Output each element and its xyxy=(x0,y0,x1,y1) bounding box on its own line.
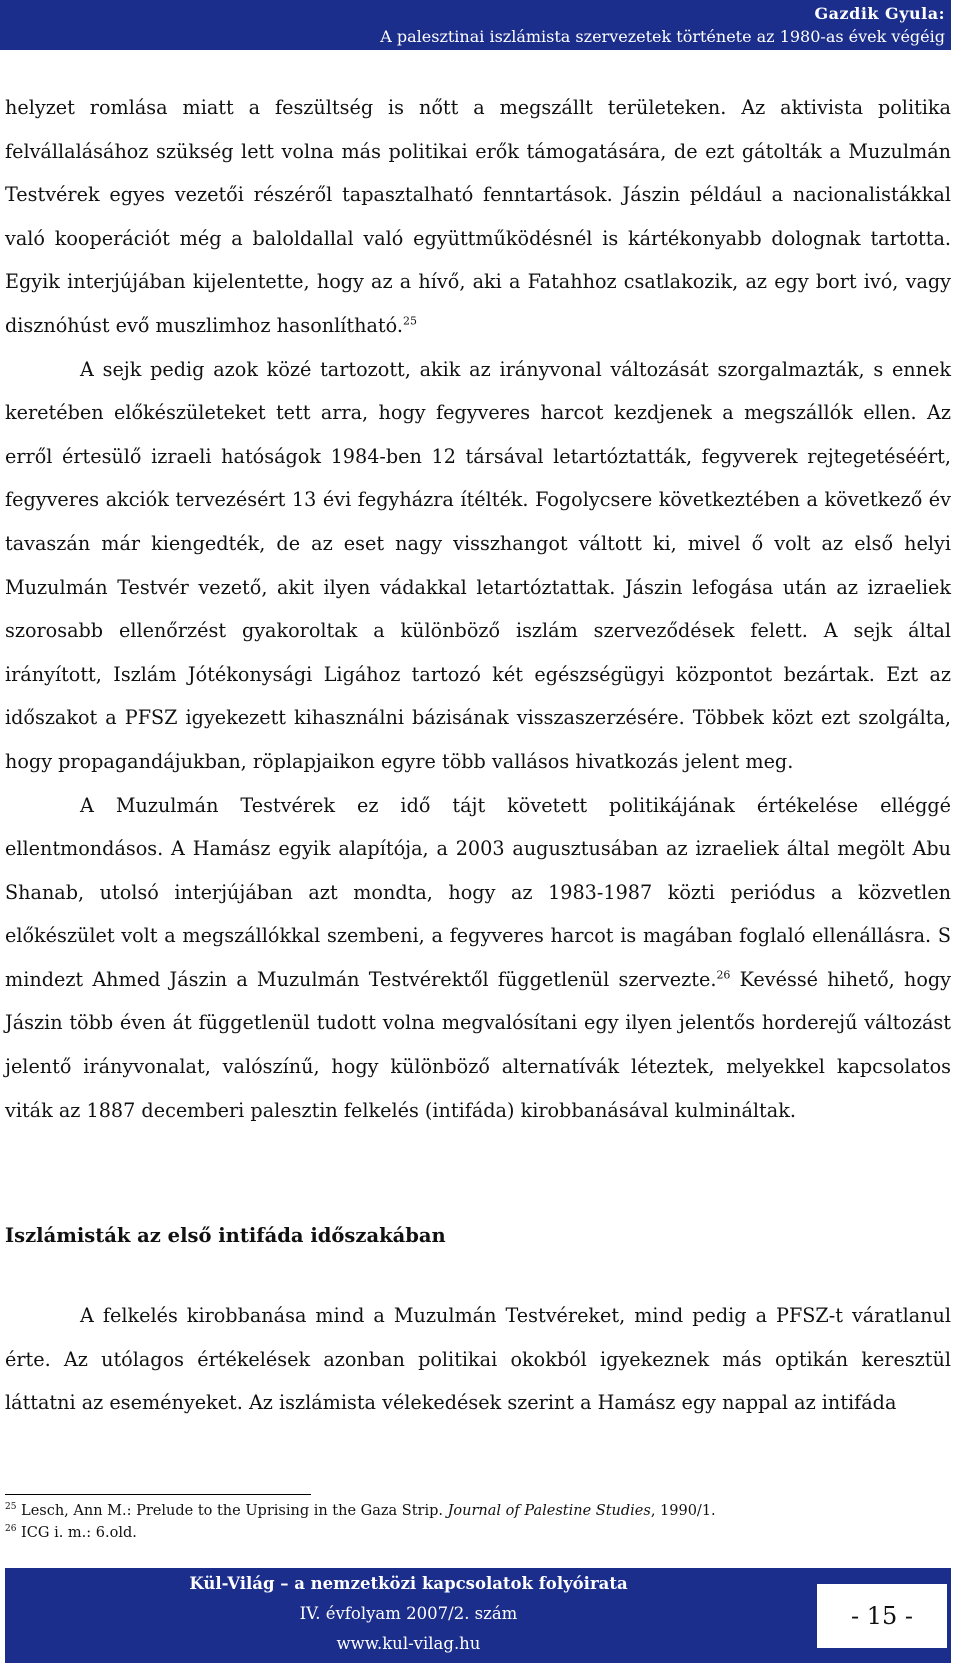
footnote-ref-26[interactable]: 26 xyxy=(716,968,731,982)
page-header xyxy=(0,0,951,50)
footnote-journal: Journal of Palestine Studies xyxy=(447,1503,651,1519)
main-text xyxy=(5,86,951,1132)
footnotes xyxy=(5,1500,716,1544)
footnote-25: $^{25}$ Lesch, Ann M.: Prelude to the Uprising in the Gaza Strip. Journal of Palestine Studies, 1990/1. xyxy=(5,1502,716,1519)
section-paragraph-1: A felkelés kirobbanása mind a Muzulmán Testvéreket, mind pedig a PFSZ-t váratlanul érte. Az utólagos értékelések azonban politikai okokból igyekeznek más optikán keresztül láttatni az eseményeket. Az iszlámista vélekedések szerint a Hamász egy nappal az intifáda xyxy=(5,1304,951,1415)
section-text xyxy=(5,1294,951,1425)
page-number: - 15 - xyxy=(817,1584,947,1648)
footer-band xyxy=(5,1568,951,1663)
header-title: A palesztinai iszlámista szervezetek története az 1980-as évek végéig xyxy=(380,27,945,46)
header-author: Gazdik Gyula: xyxy=(814,4,945,23)
footnote-divider xyxy=(5,1494,311,1495)
footer-issue: IV. évfolyam 2007/2. szám xyxy=(299,1604,518,1623)
footnote-26: $^{26}$ ICG i. m.: 6.old. xyxy=(5,1524,137,1541)
page-footer xyxy=(0,1568,951,1663)
footnote-ref-25[interactable]: 25 xyxy=(402,314,417,328)
footer-journal-name: Kül-Világ – a nemzetközi kapcsolatok folyóirata xyxy=(189,1574,628,1593)
footer-website-link[interactable]: www.kul-vilag.hu xyxy=(336,1634,481,1653)
paragraph-2: A sejk pedig azok közé tartozott, akik az irányvonal változását szorgalmazták, s ennek keretében előkészületeket tett arra, hogy fegyveres harcot kezdjenek a megszállók ellen. Az erről értesülő izraeli hatóságok 1984-ben 12 társával letartóztatták, fegyverek rejtegetéséért, fegyveres akciók tervezésért 13 évi fegyházra ítélték. Fogolycsere következtében a következő év tavaszán már kiengedték, de az eset nagy visszhangot váltott ki, mivel ő volt az első helyi Muzulmán Testvér vezető, akit ilyen vádakkal letartóztattak. Jászin lefogása után az izraeliek szorosabb ellenőrzést gyakoroltak a különböző iszlám szerveződések felett. A sejk által irányított, Iszlám Jótékonysági Ligához tartozó két egészségügyi központot bezártak. Ezt az időszakot a PFSZ igyekezett kihasználni bázisának visszaszerzésére. Többek közt ezt szolgálta, hogy propagandájukban, röplapjaikon egyre több vallásos hivatkozás jelent meg. xyxy=(5,357,951,773)
section-heading: Iszlámisták az első intifáda időszakában xyxy=(5,1224,446,1247)
paragraph-3: A Muzulmán Testvérek ez idő tájt követett politikájának értékelése elléggé ellentmondásos. A Hamász egyik alapítója, a 2003 augusztusában az izraeliek által megölt Abu Shanab, utolsó interjújában azt mondta, hogy az 1983-1987 közti periódus a közvetlen előkészület volt a megszállókkal szembeni, a fegyveres harcot is magában foglaló ellenállásra. S mindezt Ahmed Jászin a Muzulmán Testvérektől függetlenül szervezte.$^{26}$ Kevéssé hihető, hogy Jászin több éven át függetlenül tudott volna megvalósítani egy ilyen jelentős horderejű változást jelentő irányvonalat, valószínű, hogy különböző alternatívák léteztek, melyekkel kapcsolatos viták az 1887 decemberi palesztin felkelés (intifáda) kirobbanásával kulmináltak. xyxy=(5,793,951,1122)
paragraph-1: helyzet romlása miatt a feszültség is nőtt a megszállt területeken. Az aktivista politika felvállalásához szükség lett volna más politikai erők támogatására, de ezt gátolták a Muzulmán Testvérek egyes vezetői részéről tapasztalható fenntartások. Jászin például a nacionalistákkal való kooperációt még a baloldallal való együttműködésnél is kártékonyabb dolognak tartotta. Egyik interjújában kijelentette, hogy az a hívő, aki a Fatahhoz csatlakozik, az egy bort ivó, vagy disznóhúst evő muszlimhoz hasonlítható.$^{25}$ xyxy=(5,96,951,337)
